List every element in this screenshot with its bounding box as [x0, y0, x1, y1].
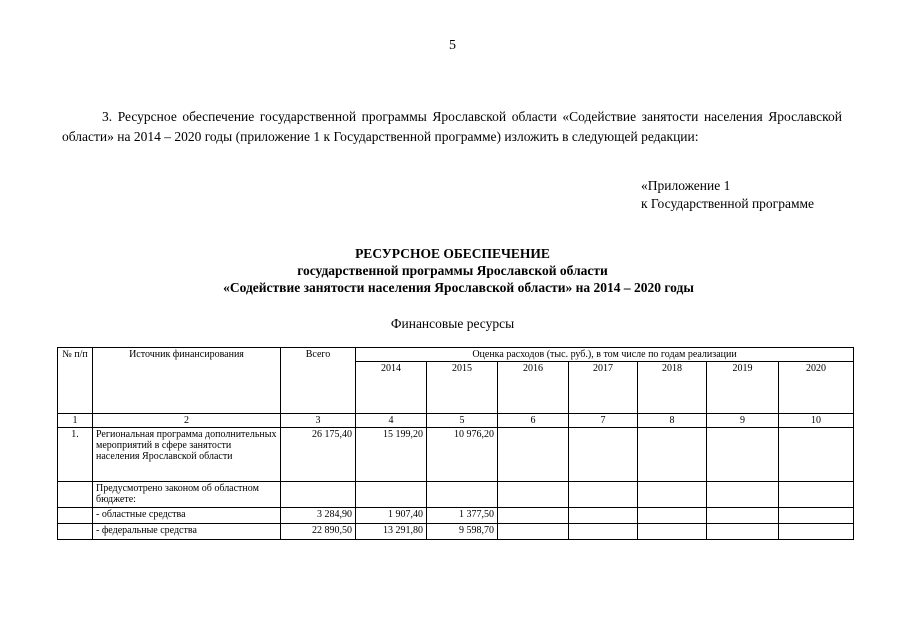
table-row — [58, 524, 854, 540]
title-line-2: государственной программы Ярославской области — [297, 263, 608, 278]
index-cell: 8 — [638, 414, 707, 428]
row-total — [281, 482, 356, 508]
row-2017 — [569, 428, 638, 482]
row-2020 — [779, 524, 854, 540]
appendix-reference — [641, 177, 814, 213]
row-2014: 15 199,20 — [356, 428, 427, 482]
row-2017 — [569, 524, 638, 540]
row-2019 — [707, 508, 779, 524]
row-2015: 1 377,50 — [427, 508, 498, 524]
header-year: 2015 — [427, 362, 498, 414]
header-year: 2019 — [707, 362, 779, 414]
index-cell: 2 — [93, 414, 281, 428]
index-cell: 10 — [779, 414, 854, 428]
row-2014 — [356, 482, 427, 508]
row-2018 — [638, 508, 707, 524]
header-year: 2020 — [779, 362, 854, 414]
row-2017 — [569, 482, 638, 508]
row-2015: 10 976,20 — [427, 428, 498, 482]
row-num — [58, 508, 93, 524]
index-cell: 3 — [281, 414, 356, 428]
appendix-line-1: «Приложение 1 — [641, 178, 731, 193]
row-2015: 9 598,70 — [427, 524, 498, 540]
row-source: - областные средства — [93, 508, 281, 524]
row-num: 1. — [58, 428, 93, 482]
row-num — [58, 482, 93, 508]
row-2020 — [779, 508, 854, 524]
row-total: 22 890,50 — [281, 524, 356, 540]
index-cell: 4 — [356, 414, 427, 428]
row-2018 — [638, 524, 707, 540]
row-source: Региональная программа дополнительных мероприятий в сфере занятости населения Ярославской области — [93, 428, 281, 482]
row-2018 — [638, 482, 707, 508]
row-2016 — [498, 482, 569, 508]
title-line-3: «Содействие занятости населения Ярославской области» на 2014 – 2020 годы — [223, 280, 694, 295]
table-row — [58, 508, 854, 524]
index-cell: 7 — [569, 414, 638, 428]
row-source: - федеральные средства — [93, 524, 281, 540]
header-num: № п/п — [58, 348, 93, 414]
row-2017 — [569, 508, 638, 524]
row-2014: 13 291,80 — [356, 524, 427, 540]
header-total: Всего — [281, 348, 356, 414]
row-2016 — [498, 428, 569, 482]
row-2016 — [498, 524, 569, 540]
index-cell: 1 — [58, 414, 93, 428]
row-total: 3 284,90 — [281, 508, 356, 524]
row-2016 — [498, 508, 569, 524]
index-cell: 9 — [707, 414, 779, 428]
section-subtitle: Финансовые ресурсы — [390, 316, 515, 331]
row-2015 — [427, 482, 498, 508]
table-index-row — [58, 414, 854, 428]
row-total: 26 175,40 — [281, 428, 356, 482]
row-2019 — [707, 428, 779, 482]
intro-paragraph: 3. Ресурсное обеспечение государственной программы Ярославской области «Содействие занятости населения Ярославской области» на 2014 – 2020 годы (приложение 1 к Государственной программе) изложить в следующей редакции: — [62, 109, 842, 144]
financial-resources-table — [57, 347, 854, 540]
table-header-row — [58, 348, 854, 362]
header-year: 2018 — [638, 362, 707, 414]
index-cell: 5 — [427, 414, 498, 428]
document-title — [0, 245, 905, 296]
row-2019 — [707, 524, 779, 540]
header-year: 2016 — [498, 362, 569, 414]
row-2020 — [779, 428, 854, 482]
row-source: Предусмотрено законом об областном бюджете: — [93, 482, 281, 508]
table-row — [58, 482, 854, 508]
appendix-line-2: к Государственной программе — [641, 196, 815, 211]
header-year: 2017 — [569, 362, 638, 414]
page-number: 5 — [449, 38, 456, 53]
index-cell: 6 — [498, 414, 569, 428]
row-2014: 1 907,40 — [356, 508, 427, 524]
row-2018 — [638, 428, 707, 482]
header-source: Источник финансирования — [93, 348, 281, 414]
title-line-1: РЕСУРСНОЕ ОБЕСПЕЧЕНИЕ — [355, 246, 550, 261]
row-num — [58, 524, 93, 540]
row-2020 — [779, 482, 854, 508]
row-2019 — [707, 482, 779, 508]
table-row — [58, 428, 854, 482]
header-estimate: Оценка расходов (тыс. руб.), в том числе по годам реализации — [356, 348, 854, 362]
header-year: 2014 — [356, 362, 427, 414]
